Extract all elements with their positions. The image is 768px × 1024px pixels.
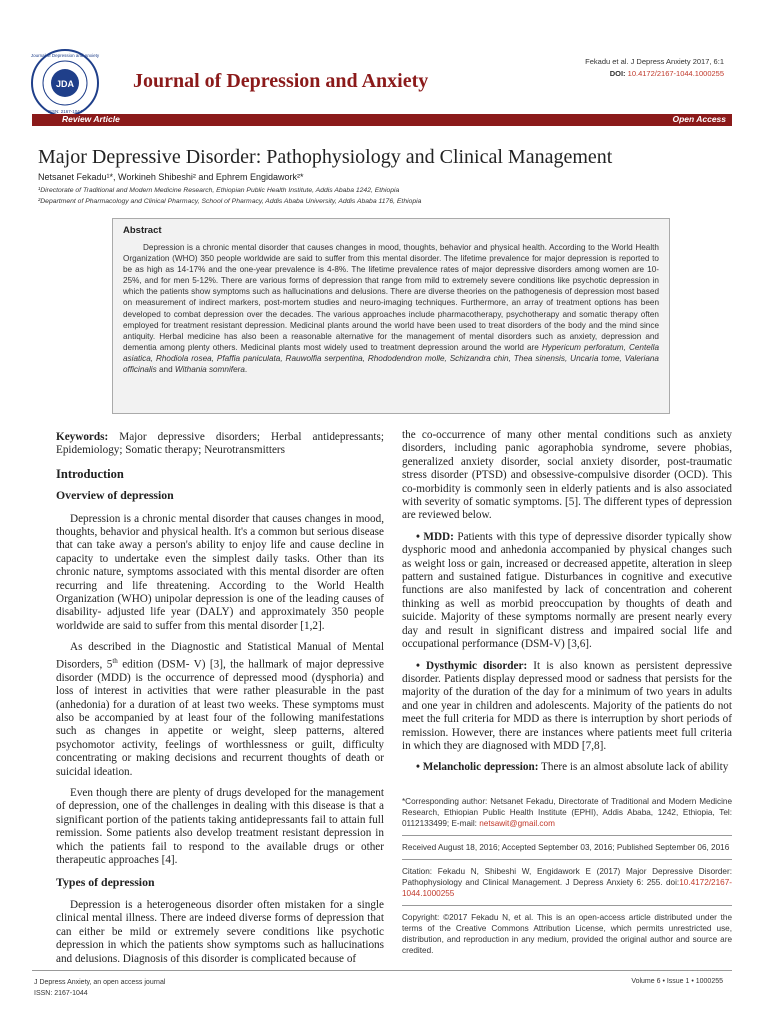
open-access-label: Open Access [672, 114, 726, 124]
corresponding-text: *Corresponding author: Netsanet Fekadu, Directorate of Traditional and Modern Medicine Research, Ethiopian Public Health Institute (EPHI), Addis Ababa, 1242, Ethiopia, Tel: 0112133499; E-mail: [402, 797, 732, 828]
keywords [56, 431, 384, 458]
citation-header [585, 56, 724, 80]
overview-paragraph-1: Depression is a chronic mental disorder that causes changes in mood, thoughts, behavior and physical health. It's a common but serious disease that can take away a person's ability to enjoy life and cause decline in capacity to undertake even the simplest daily tasks. Other than its chronic nature, symptoms associated with this mental disorder are often recurring and life threatening. According to the World Health Organization (WHO) unipolar depression is one of the leading causes of disability- adjusted life year (DALY) and approximately 350 people worldwide are said to suffer from this mental disorder [1,2]. [56, 512, 384, 632]
keywords-text: Major depressive disorders; Herbal antidepressants; Epidemiology; Somatic therapy; Neurotransmitters [56, 431, 384, 457]
abstract-text [123, 242, 659, 375]
overview-paragraph-2 [56, 641, 384, 779]
melancholic-label: • Melancholic depression: [416, 761, 539, 774]
divider [402, 835, 732, 836]
abstract-and: and [156, 365, 175, 375]
p2-superscript: th [112, 656, 118, 665]
copyright: Copyright: ©2017 Fekadu N, et al. This is an open-access article distributed under the terms of the Creative Commons Attribution License, which permits unrestricted use, distribution, and reproduction in any medium, provided the original author and source are credited. [402, 913, 732, 955]
doi-link[interactable]: 10.4172/2167-1044.1000255 [627, 69, 724, 78]
abstract-end: . [244, 365, 248, 375]
overview-paragraph-3: Even though there are plenty of drugs developed for the management of depression, one of the challenges in dealing with this disease is that a significant portion of the patients taking antidepressants fail to attain full remission. Some patients also develop treatment resistant depression in which the patients fail to respond to the available drugs or other therapeutic approaches [4]. [56, 787, 384, 867]
authors: Netsanet Fekadu¹*, Workineh Shibeshi² and Ephrem Engidawork²* [38, 172, 304, 182]
affiliation-1: ¹Directorate of Traditional and Modern Medicine Research, Ethiopian Public Health Institute, Addis Ababa 1242, Ethiopia [38, 187, 400, 194]
logo-center-text: JDA [55, 79, 75, 89]
citation-line: Fekadu et al. J Depress Anxiety 2017, 6:1 [585, 57, 724, 66]
abstract-plants: Hypericum perforatum, Centella asiatica, Rhodiola rosea, Pfaffia paniculata, Rauwolfia serpentina, Rhododendron molle, Schizandra chin, Thea sinensis, Uncaria tome, Valeriana officinalis [123, 342, 659, 375]
footer-journal: J Depress Anxiety, an open access journal [34, 979, 166, 986]
journal-title: Journal of Depression and Anxiety [133, 70, 429, 92]
article-type: Review Article [62, 114, 120, 124]
dysthymic-label: • Dysthymic disorder: [416, 659, 528, 672]
email-link[interactable]: netsawit@gmail.com [479, 819, 555, 828]
left-column [56, 431, 384, 974]
abstract-body: Depression is a chronic mental disorder that causes changes in mood, thoughts, behavior and physical health. According to the World Health Organization (WHO) 350 people worldwide are said to suffer from this mental disorder. The lifetime prevalence for major depression is reported to be as high as 14-17% and the one-year prevalence is 4-8%. The lifetime prevalence rates of major depressive disorders among women are 10-25%, and for men 5-12%. There are various forms of depression that range from mild to extremely severe conditions like psychotic depression in which the patients show symptoms such as hallucinations and delusions. There are diverse theories on the pathogenesis of depression most based on measurement of indirect markers, post-mortem studies and neuro-imaging techniques. Furthermore, an array of treatment options has been developed to combat depression over the decades. The various approaches include pharmacotherapy, psychotherapy and somatic therapy often employed for treatment resistant depression. Medicinal plants around the world have been used to treat disorders of the body and the mind since antiquity. Herbal medicine has also been a reasonable alternative for the management of mental disorders such as anxiety, depression and dementia among plenty others. Medicinal plants most widely used to treatment depression around the world are [123, 243, 659, 352]
p2-part-a: As described in the Diagnostic and Statistical Manual of Mental Disorders, 5 [56, 641, 384, 671]
citation-block [402, 866, 732, 899]
abstract-heading: Abstract [123, 225, 162, 236]
divider [402, 859, 732, 860]
abstract-last-plant: Withania somnifera [174, 365, 245, 375]
affiliation-2: ²Department of Pharmacology and Clinical Pharmacy, School of Pharmacy, Addis Ababa University, Addis Ababa 1176, Ethiopia [38, 198, 422, 205]
melancholic-text: There is an almost absolute lack of ability [538, 761, 729, 774]
dysthymic-text: It is also known as persistent depressive disorder. Patients display depressed mood or sadness that persists for the majority of the duration of the day for a minimum of two years in adults and one year in children and adolescents. Majority of the patients do not meet the full criteria for MDD as there is interruption by short periods of remission. However, there are instances where patients meet full criteria in which they are diagnosed with MDD [7,8]. [402, 659, 733, 752]
melancholic-paragraph [402, 761, 732, 774]
dysthymic-paragraph [402, 660, 732, 754]
p2-part-b: edition (DSM- V) [3], the hallmark of major depressive disorder (MDD) is the occurrence of depressed mood (dysphoria) and loss of interest in activities that were rather pleasurable in the past (anhedonia) for a duration of at least two weeks. These symptoms must also be accompanied by at least four of the following manifestations such as changes in appetite or weight, sleep patterns, altered psychomotor activity, feelings of worthlessness or guilt, difficulty concentrating or making decisions and recurrent thoughts of death or suicidal ideation. [56, 658, 384, 778]
doi-label: DOI: [609, 69, 626, 78]
doi-line [585, 68, 724, 80]
correspondence-block [402, 796, 732, 956]
footer-volume: Volume 6 • Issue 1 • 1000255 [631, 978, 723, 985]
types-paragraph-1: Depression is a heterogeneous disorder often mistaken for a single clinical mental illness. There are indeed diverse forms of depression that can either be mild or extremely severe conditions like psychotic depression in which the patients show symptoms such as hallucinations and delusions. Diagnosis of this disorder is complicated because of [56, 898, 384, 965]
received-dates: Received August 18, 2016; Accepted September 03, 2016; Published September 06, 2016 [402, 843, 730, 852]
types-paragraph-continued: the co-occurrence of many other mental conditions such as anxiety disorders, including panic agoraphobia syndrome, severe phobias, generalized anxiety disorder, social anxiety disorder, post-traumatic stress disorder (PTSD) and obsessive-compulsive disorder (OCD). This co-morbidity is commonly seen in elderly patients and is also associated with severity of somatic symptoms. [5]. The different types of depression are reviewed below. [402, 429, 732, 522]
article-title: Major Depressive Disorder: Pathophysiology and Clinical Management [38, 146, 613, 168]
footer-left [34, 978, 165, 999]
logo-outer-text: Journal of Depression and Anxiety [30, 53, 100, 58]
footer-divider [32, 970, 732, 971]
mdd-text: Patients with this type of depressive disorder typically show dysphoric mood and anhedonia accompanied by physical changes such as weight loss or gain, increased or decreased appetite, alteration in sleep pattern and sustained fatigue. Disturbances in cognitive and executive functions are also manifested by lack of concentration and coherent thinking as well as morbid preoccupation by thoughts of death and suicide. Majority of these symptoms normally are present nearly every day and result in significant distress and impaired social life and occupational performance (DSM-V) [3,6]. [402, 530, 732, 651]
mdd-paragraph [402, 531, 732, 652]
citation-text: Citation: Fekadu N, Shibeshi W, Engidawork E (2017) Major Depressive Disorder: Pathophysiology and Clinical Management. J Depress Anxiety 6: 255. doi: [402, 867, 732, 887]
article-type-bar [32, 114, 732, 126]
keywords-label: Keywords: [56, 431, 109, 443]
right-column [402, 429, 732, 783]
corresponding-author [402, 796, 732, 829]
types-heading: Types of depression [56, 874, 155, 889]
overview-heading: Overview of depression [56, 488, 174, 503]
abstract-box [112, 218, 670, 414]
logo-issn-text: ISSN: 2167-1044 [47, 109, 83, 114]
journal-logo [30, 48, 100, 118]
introduction-heading: Introduction [56, 466, 124, 481]
mdd-label: • MDD: [416, 530, 454, 543]
divider [402, 905, 732, 906]
footer-issn: ISSN: 2167-1044 [34, 989, 88, 997]
citation-doi-link[interactable]: 10.4172/2167-1044.1000255 [402, 878, 732, 898]
